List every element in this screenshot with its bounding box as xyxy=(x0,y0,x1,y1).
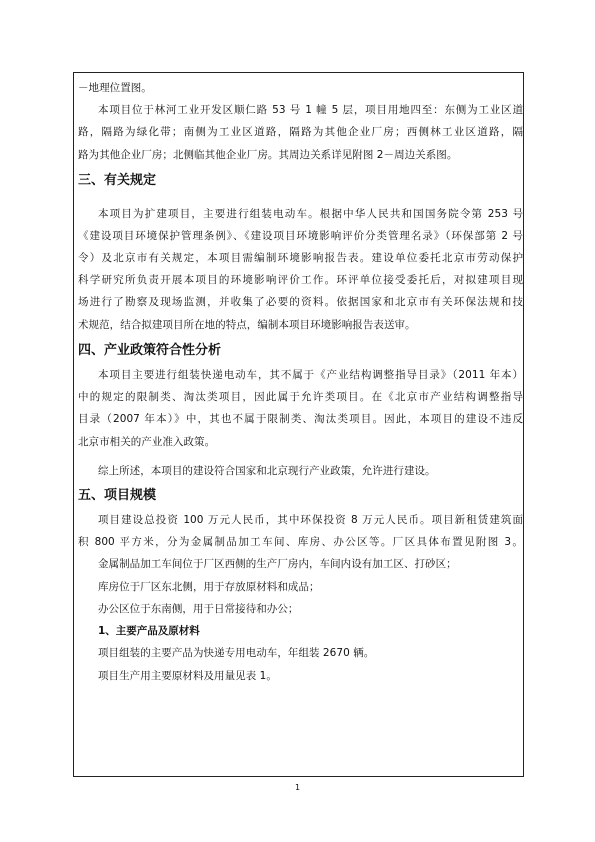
text-line: 项目组装的主要产品为快递专用电动车，年组装 2670 辆。 xyxy=(98,647,375,659)
text-line: －地理位置图。 xyxy=(78,82,152,94)
text-line: 积 800 平方米，分为金属制品加工车间、库房、办公区等。厂区具体布置见附图 3。 xyxy=(78,536,523,548)
text-line: 本项目为扩建项目，主要进行组装电动车。根据中华人民共和国国务院令第 253 号 xyxy=(98,208,523,220)
section-heading: 三、有关规定 xyxy=(78,173,157,188)
text-line: 场进行了勘察及现场监测，并收集了必要的资料。依据国家和北京市有关环保法规和技 xyxy=(78,296,523,308)
text-line: 金属制品加工车间位于厂区西侧的生产厂房内，车间内设有加工区、打砂区； xyxy=(98,558,457,570)
section-heading: 五、项目规模 xyxy=(78,488,157,503)
text-line: 库房位于厂区东北侧，用于存放原材料和成品； xyxy=(98,581,320,593)
text-line: 本项目主要进行组装快递电动车，其不属于《产业结构调整指导目录》（2011 年本） xyxy=(98,369,523,381)
text-line: 项目生产用主要原材料及用量见表 1。 xyxy=(98,670,277,682)
page-number: 1 xyxy=(294,783,301,792)
text-line: 路，隔路为绿化带；南侧为工业区道路，隔路为其他企业厂房；西侧林工业区道路，隔 xyxy=(78,126,523,138)
text-line: 本项目位于林河工业开发区顺仁路 53 号 1 幢 5 层，项目用地四至：东侧为工业区道 xyxy=(98,104,523,116)
text-line: 路为其他企业厂房；北侧临其他企业厂房。其周边关系详见附图 2－周边关系图。 xyxy=(78,149,458,161)
text-line: 办公区位于东南侧，用于日常接待和办公； xyxy=(98,603,299,615)
text-line: 术规范，结合拟建项目所在地的特点，编制本项目环境影响报告表送审。 xyxy=(78,319,416,331)
text-line: 《建设项目环境保护管理条例》、《建设项目环境影响评价分类管理名录》（环保部第 2 号 xyxy=(78,230,523,242)
text-line: 目录（2007 年本）》中，其也不属于限制类、淘汰类项目。因此，本项目的建设不违反 xyxy=(78,413,523,425)
text-line: 项目建设总投资 100 万元人民币，其中环保投资 8 万元人民币。项目新租赁建筑面 xyxy=(98,514,523,526)
section-heading: 四、产业政策符合性分析 xyxy=(78,343,222,358)
text-line: 北京市相关的产业准入政策。 xyxy=(78,436,216,448)
text-line: 综上所述，本项目的建设符合国家和北京现行产业政策，允许进行建设。 xyxy=(98,465,436,477)
text-line: 科学研究所负责开展本项目的环境影响评价工作。环评单位接受委托后，对拟建项目现 xyxy=(78,274,523,286)
text-line: 中的规定的限制类、淘汰类项目，因此属于允许类项目。在《北京市产业结构调整指导 xyxy=(78,391,523,403)
text-line: 令）及北京市有关规定，本项目需编制环境影响报告表。建设单位委托北京市劳动保护 xyxy=(78,252,523,264)
subsection-heading: 1、主要产品及原材料 xyxy=(98,625,200,637)
